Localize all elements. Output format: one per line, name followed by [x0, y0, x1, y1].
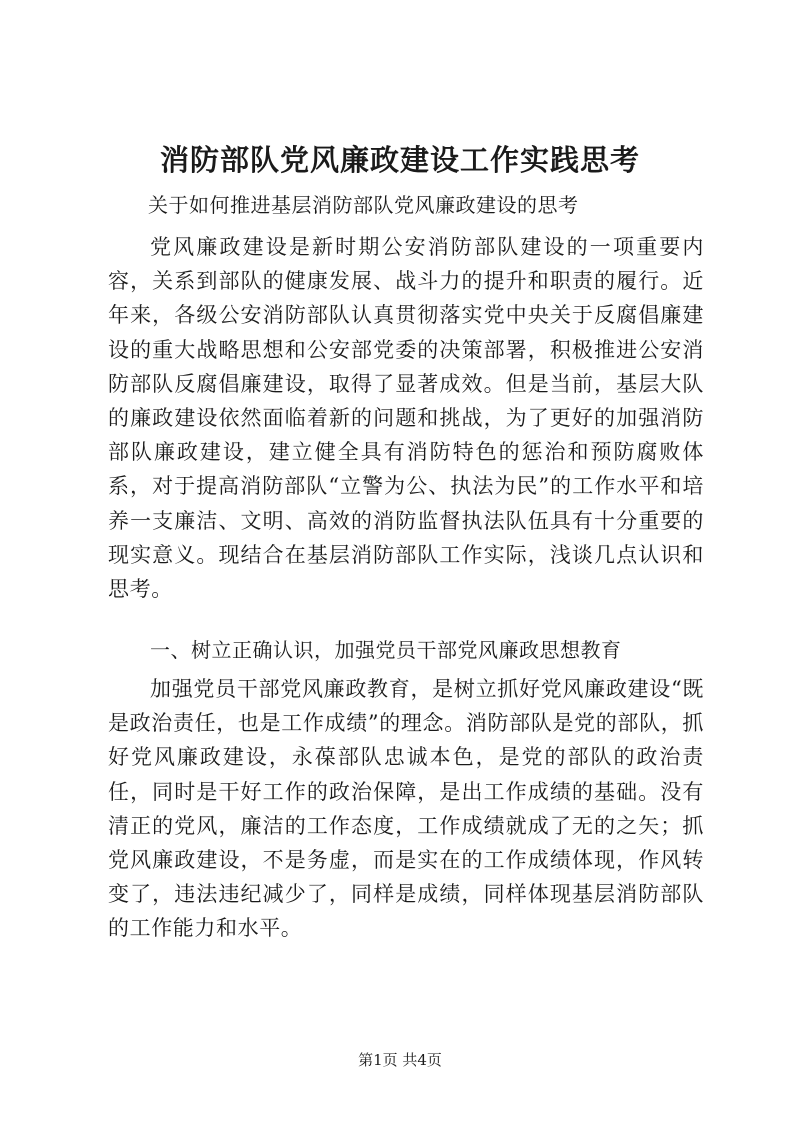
section-heading: 一、树立正确认识，加强党员干部党风廉政思想教育	[150, 638, 622, 662]
body-paragraph: 加强党员干部党风廉政教育，是树立抓好党风廉政建设“既是政治责任，也是工作成绩”的理念。消防部队是党的部队，抓好党风廉政建设，永葆部队忠诚本色，是党的部队的政治责任，同时是干好工作的政治保障，是出工作成绩的基础。没有清正的党风，廉洁的工作态度，工作成绩就成了无的之矢；抓党风廉政建设，不是务虚，而是实在的工作成绩体现，作风转变了，违法违纪减少了，同样是成绩，同样体现基层消防部队的工作能力和水平。	[108, 677, 704, 941]
document-title: 消防部队党风廉政建设工作实践思考	[159, 143, 640, 177]
page-footer: 第1页 共4页	[358, 1051, 442, 1069]
document-subtitle: 关于如何推进基层消防部队党风廉政建设的思考	[148, 193, 579, 217]
body-paragraph: 党风廉政建设是新时期公安消防部队建设的一项重要内容，关系到部队的健康发展、战斗力的提升和职责的履行。近年来，各级公安消防部队认真贯彻落实党中央关于反腐倡廉建设的重大战略思想和公安部党委的决策部署，积极推进公安消防部队反腐倡廉建设，取得了显著成效。但是当前，基层大队的廉政建设依然面临着新的问题和挑战，为了更好的加强消防部队廉政建设，建立健全具有消防特色的惩治和预防腐败体系，对于提高消防部队“立警为公、执法为民”的工作水平和培养一支廉洁、文明、高效的消防监督执法队伍具有十分重要的现实意义。现结合在基层消防部队工作实际，浅谈几点认识和思考。	[108, 235, 704, 602]
